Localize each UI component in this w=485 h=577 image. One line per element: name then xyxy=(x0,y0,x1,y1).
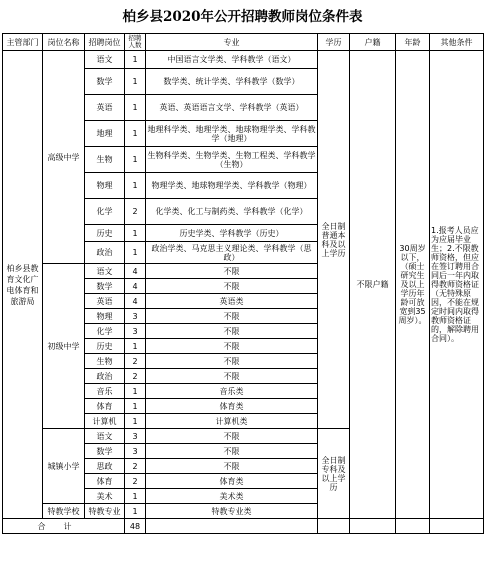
subject-cell: 计算机 xyxy=(85,414,125,429)
table-row xyxy=(3,51,484,69)
major-cell: 英语类 xyxy=(146,294,318,309)
total-count: 48 xyxy=(125,519,146,534)
empty-cell xyxy=(146,519,318,534)
count-cell: 1 xyxy=(125,51,146,69)
header-major: 专业 xyxy=(146,34,318,51)
subject-cell: 英语 xyxy=(85,294,125,309)
empty-cell xyxy=(318,519,350,534)
count-cell: 1 xyxy=(125,95,146,121)
subject-cell: 化学 xyxy=(85,324,125,339)
major-cell: 地理科学类、地理学类、地球物理学类、学科教学（地理） xyxy=(146,121,318,147)
total-label: 合计 xyxy=(3,519,125,534)
major-cell: 物理学类、地球物理学类、学科教学（物理） xyxy=(146,173,318,199)
major-cell: 不限 xyxy=(146,369,318,384)
count-cell: 1 xyxy=(125,414,146,429)
count-cell: 2 xyxy=(125,354,146,369)
count-cell: 1 xyxy=(125,399,146,414)
subject-cell: 政治 xyxy=(85,369,125,384)
header-subject: 招聘岗位 xyxy=(85,34,125,51)
count-cell: 3 xyxy=(125,429,146,444)
major-cell: 特教专业类 xyxy=(146,504,318,519)
post-name-cell: 城镇小学 xyxy=(43,429,85,504)
header-dept: 主管部门 xyxy=(3,34,43,51)
major-cell: 英语、英语语言文学、学科教学（英语） xyxy=(146,95,318,121)
recruitment-table xyxy=(2,33,484,534)
age-cell: 30周岁以下，（硕士研究生及以上学历年龄可放宽到35周岁）。 xyxy=(396,51,430,519)
header-row xyxy=(3,34,484,51)
count-cell: 4 xyxy=(125,279,146,294)
count-cell: 3 xyxy=(125,324,146,339)
subject-cell: 音乐 xyxy=(85,384,125,399)
subject-cell: 物理 xyxy=(85,309,125,324)
edu-cell: 全日制普通本科及以上学历 xyxy=(318,51,350,429)
count-cell: 2 xyxy=(125,474,146,489)
subject-cell: 特教专业 xyxy=(85,504,125,519)
subject-cell: 思政 xyxy=(85,459,125,474)
major-cell: 音乐类 xyxy=(146,384,318,399)
major-cell: 数学类、统计学类、学科教学（数学） xyxy=(146,69,318,95)
major-cell: 不限 xyxy=(146,279,318,294)
major-cell: 政治学类、马克思主义理论类、学科教学（思政） xyxy=(146,242,318,264)
major-cell: 美术类 xyxy=(146,489,318,504)
subject-cell: 历史 xyxy=(85,225,125,242)
count-cell: 3 xyxy=(125,309,146,324)
subject-cell: 美术 xyxy=(85,489,125,504)
subject-cell: 数学 xyxy=(85,69,125,95)
count-cell: 1 xyxy=(125,121,146,147)
count-cell: 1 xyxy=(125,384,146,399)
hukou-cell: 不限户籍 xyxy=(350,51,396,519)
count-cell: 1 xyxy=(125,489,146,504)
subject-cell: 物理 xyxy=(85,173,125,199)
count-cell: 1 xyxy=(125,339,146,354)
header-post-name: 岗位名称 xyxy=(43,34,85,51)
major-cell: 不限 xyxy=(146,354,318,369)
subject-cell: 体育 xyxy=(85,474,125,489)
count-cell: 3 xyxy=(125,444,146,459)
page-title: 柏乡县2020年公开招聘教师岗位条件表 xyxy=(122,9,363,25)
count-cell: 4 xyxy=(125,264,146,279)
subject-cell: 数学 xyxy=(85,444,125,459)
count-cell: 2 xyxy=(125,199,146,225)
subject-cell: 政治 xyxy=(85,242,125,264)
subject-cell: 体育 xyxy=(85,399,125,414)
subject-cell: 语文 xyxy=(85,264,125,279)
subject-cell: 生物 xyxy=(85,354,125,369)
subject-cell: 语文 xyxy=(85,429,125,444)
major-cell: 不限 xyxy=(146,459,318,474)
major-cell: 中国语言文学类、学科教学（语文） xyxy=(146,51,318,69)
header-count: 招聘人数 xyxy=(125,34,146,51)
subject-cell: 化学 xyxy=(85,199,125,225)
subject-cell: 英语 xyxy=(85,95,125,121)
subject-cell: 语文 xyxy=(85,51,125,69)
major-cell: 不限 xyxy=(146,309,318,324)
major-cell: 生物科学类、生物学类、生物工程类、学科教学（生物） xyxy=(146,147,318,173)
header-hukou: 户籍 xyxy=(350,34,396,51)
major-cell: 不限 xyxy=(146,429,318,444)
header-age: 年龄 xyxy=(396,34,430,51)
post-name-cell: 特教学校 xyxy=(43,504,85,519)
other-cell: 1.报考人员应为应届毕业生；2.不限教师资格，但应在签订聘用合同后一年内取得教师资格证（无特殊原因，不能在规定时间内取得教师资格证的，解除聘用合同）。 xyxy=(430,51,484,519)
table-body xyxy=(3,51,484,534)
major-cell: 体育类 xyxy=(146,399,318,414)
empty-cell xyxy=(350,519,396,534)
post-name-cell: 高级中学 xyxy=(43,51,85,264)
major-cell: 化学类、化工与制药类、学科教学（化学） xyxy=(146,199,318,225)
count-cell: 1 xyxy=(125,504,146,519)
empty-cell xyxy=(430,519,484,534)
total-row xyxy=(3,519,484,534)
count-cell: 1 xyxy=(125,242,146,264)
count-cell: 1 xyxy=(125,173,146,199)
major-cell: 不限 xyxy=(146,324,318,339)
major-cell: 不限 xyxy=(146,264,318,279)
dept-cell: 柏乡县教育文化广电体育和旅游局 xyxy=(3,51,43,519)
subject-cell: 历史 xyxy=(85,339,125,354)
count-cell: 2 xyxy=(125,459,146,474)
edu-cell: 全日制专科及以上学历 xyxy=(318,429,350,519)
major-cell: 不限 xyxy=(146,339,318,354)
major-cell: 体育类 xyxy=(146,474,318,489)
count-cell: 2 xyxy=(125,369,146,384)
count-cell: 1 xyxy=(125,225,146,242)
subject-cell: 生物 xyxy=(85,147,125,173)
major-cell: 计算机类 xyxy=(146,414,318,429)
count-cell: 1 xyxy=(125,147,146,173)
post-name-cell: 初级中学 xyxy=(43,264,85,429)
header-edu: 学历 xyxy=(318,34,350,51)
header-other: 其他条件 xyxy=(430,34,484,51)
subject-cell: 数学 xyxy=(85,279,125,294)
major-cell: 不限 xyxy=(146,444,318,459)
subject-cell: 地理 xyxy=(85,121,125,147)
major-cell: 历史学类、学科教学（历史） xyxy=(146,225,318,242)
count-cell: 1 xyxy=(125,69,146,95)
count-cell: 4 xyxy=(125,294,146,309)
empty-cell xyxy=(396,519,430,534)
